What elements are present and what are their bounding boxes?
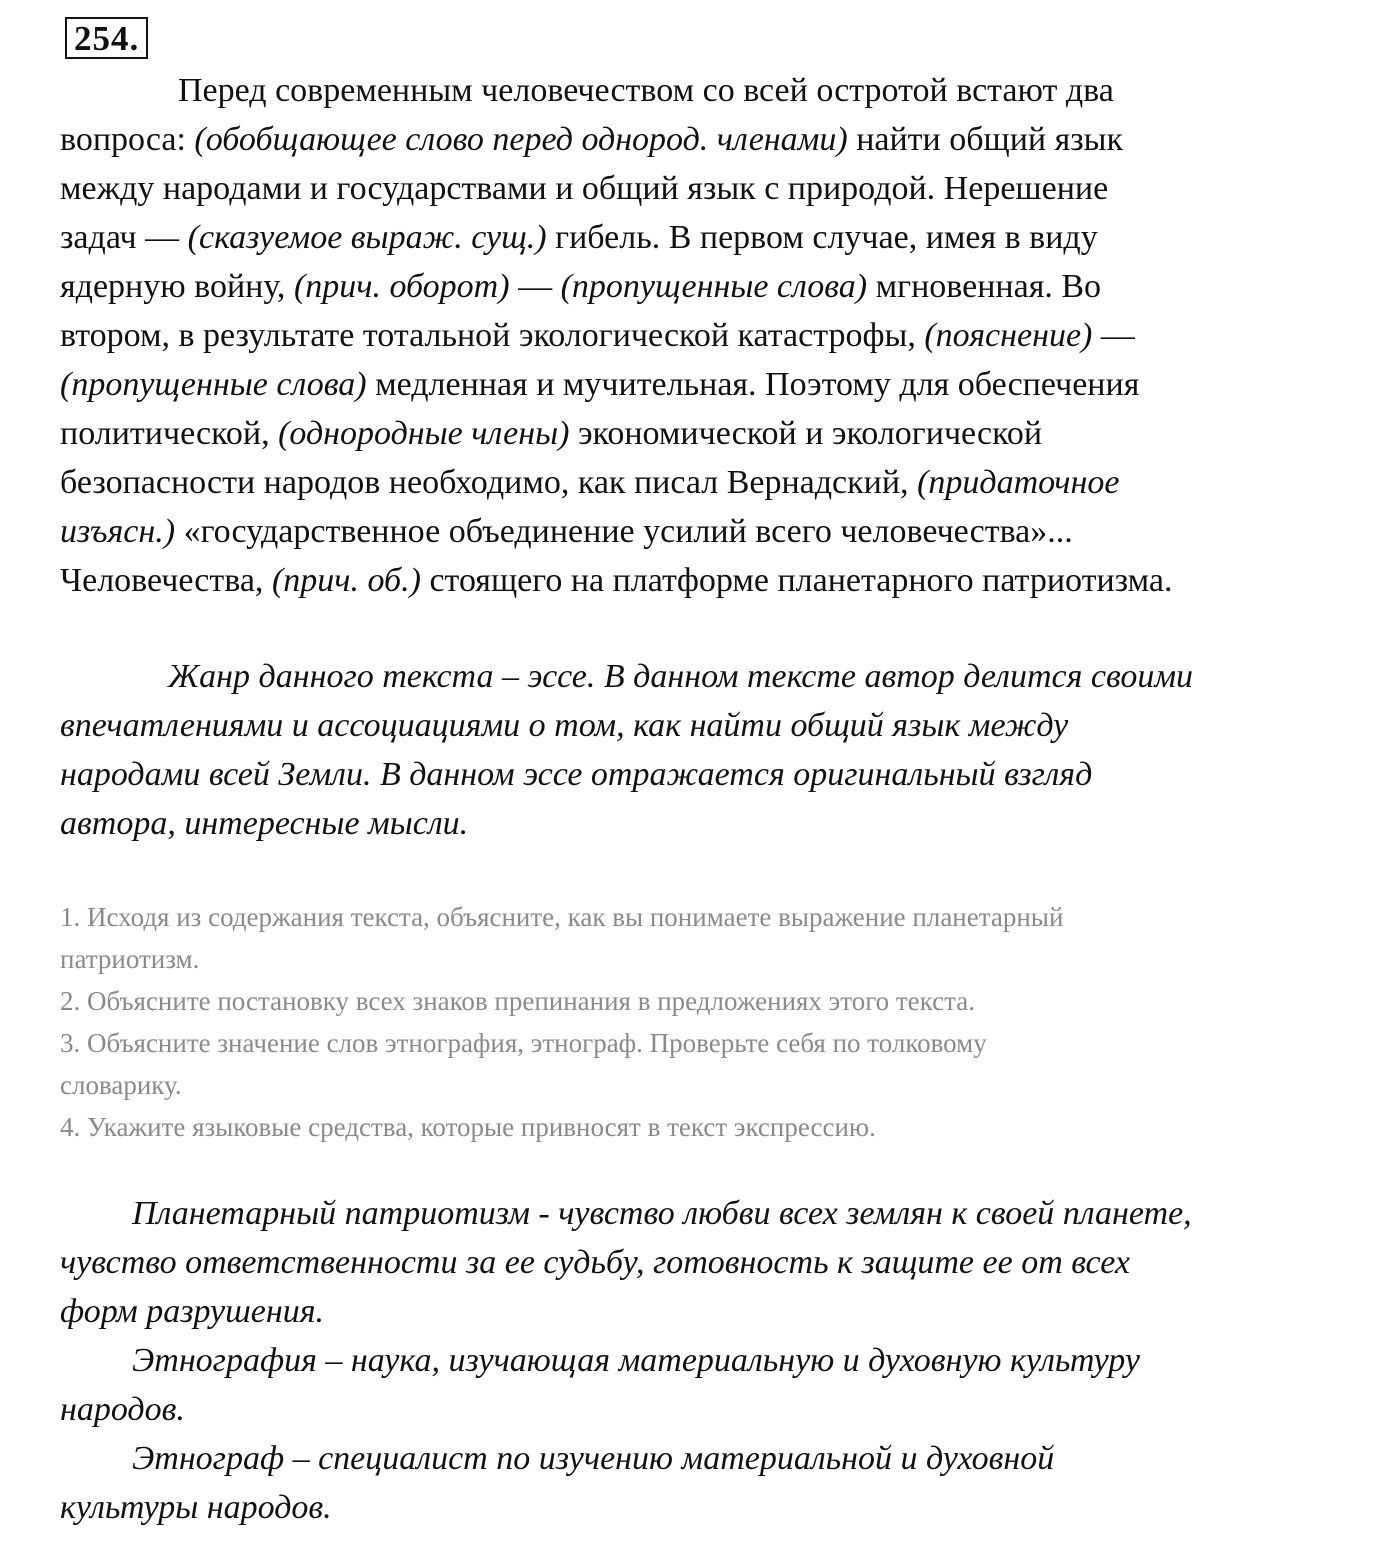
definition-line: чувство ответственности за ее судьбу, готовность к защите ее от всех: [60, 1244, 1130, 1281]
text-fragment: втором, в результате тотальной экологической катастрофы,: [60, 317, 925, 354]
text-line: [60, 507, 1300, 556]
text-fragment: вопроса:: [60, 121, 195, 158]
text-fragment: Человечества,: [60, 562, 272, 599]
grammar-note: (прич. об.): [271, 562, 421, 599]
text-fragment: безопасности народов необходимо, как писал Вернадский,: [60, 464, 918, 501]
text-fragment: экономической и экологической: [569, 415, 1043, 452]
grammar-note: (обобщающее слово перед однород. членами): [194, 121, 848, 158]
text-line: [60, 115, 1300, 164]
text-line: [60, 164, 1300, 213]
answer-line: Жанр данного текста – эссе. В данном тексте автор делится своими: [168, 658, 1194, 695]
question-line: 2. Объясните постановку всех знаков препинания в предложениях этого текста.: [60, 986, 975, 1016]
definitions-answer: [60, 1189, 1320, 1532]
grammar-note: (сказуемое выраж. сущ.): [187, 219, 547, 256]
text-fragment: мгновенная. Во: [867, 268, 1102, 305]
question-line: патриотизм.: [60, 944, 200, 974]
text-line: [60, 409, 1300, 458]
answer-line: народами всей Земли. В данном эссе отражается оригинальный взгляд: [60, 756, 1093, 793]
grammar-note: (пояснение): [924, 317, 1093, 354]
definition-line: форм разрушения.: [60, 1293, 325, 1330]
grammar-note: изъясн.): [60, 513, 176, 550]
grammar-note: (пропущенные слова): [60, 366, 367, 403]
text-fragment: гибель. В первом случае, имея в виду: [546, 219, 1098, 256]
text-fragment: стоящего на платформе планетарного патриотизма.: [420, 562, 1173, 599]
exercise-text: [60, 66, 1300, 605]
text-line: [60, 458, 1300, 507]
grammar-note: (пропущенные слова): [560, 268, 868, 305]
definition-line: Этнограф – специалист по изучению материальной и духовной: [132, 1440, 1055, 1477]
text-line: [60, 360, 1300, 409]
answer-line: впечатлениями и ассоциациями о том, как найти общий язык между: [60, 707, 1069, 744]
text-fragment: между народами и государствами и общий язык с природой. Нерешение: [60, 170, 1109, 207]
text-line: [60, 213, 1300, 262]
text-line: [60, 66, 1300, 115]
text-fragment: медленная и мучительная. Поэтому для обеспечения: [366, 366, 1140, 403]
text-fragment: политической,: [60, 415, 279, 452]
grammar-note: (придаточное: [917, 464, 1120, 501]
question-line: 1. Исходя из содержания текста, объясните, как вы понимаете выражение планетарный: [60, 902, 1064, 932]
question-line: 3. Объясните значение слов этнография, этнограф. Проверьте себя по толковому: [60, 1028, 987, 1058]
text-fragment: «государственное объединение усилий всего человечества»...: [175, 513, 1073, 550]
text-fragment: Перед современным человечеством со всей остротой встают два: [178, 72, 1114, 109]
definition-line: народов.: [60, 1391, 185, 1428]
grammar-note: (однородные члены): [278, 415, 570, 452]
answer-line: автора, интересные мысли.: [60, 805, 469, 842]
genre-answer: [60, 652, 1320, 848]
text-line: [60, 311, 1300, 360]
questions-list: [60, 896, 1320, 1148]
text-line: [60, 556, 1300, 605]
text-fragment: —: [1092, 317, 1135, 354]
text-fragment: ядерную войну,: [60, 268, 294, 305]
question-line: 4. Укажите языковые средства, которые привносят в текст экспрессию.: [60, 1112, 876, 1142]
text-fragment: найти общий язык: [847, 121, 1124, 158]
text-fragment: —: [509, 268, 561, 305]
exercise-number: 254.: [65, 17, 148, 59]
text-line: [60, 262, 1300, 311]
definition-line: Этнография – наука, изучающая материальную и духовную культуру: [132, 1342, 1140, 1379]
grammar-note: (прич. оборот): [293, 268, 510, 305]
definition-line: культуры народов.: [60, 1489, 332, 1526]
definition-line: Планетарный патриотизм - чувство любви всех землян к своей планете,: [132, 1195, 1192, 1232]
text-fragment: задач —: [60, 219, 188, 256]
question-line: словарику.: [60, 1070, 182, 1100]
